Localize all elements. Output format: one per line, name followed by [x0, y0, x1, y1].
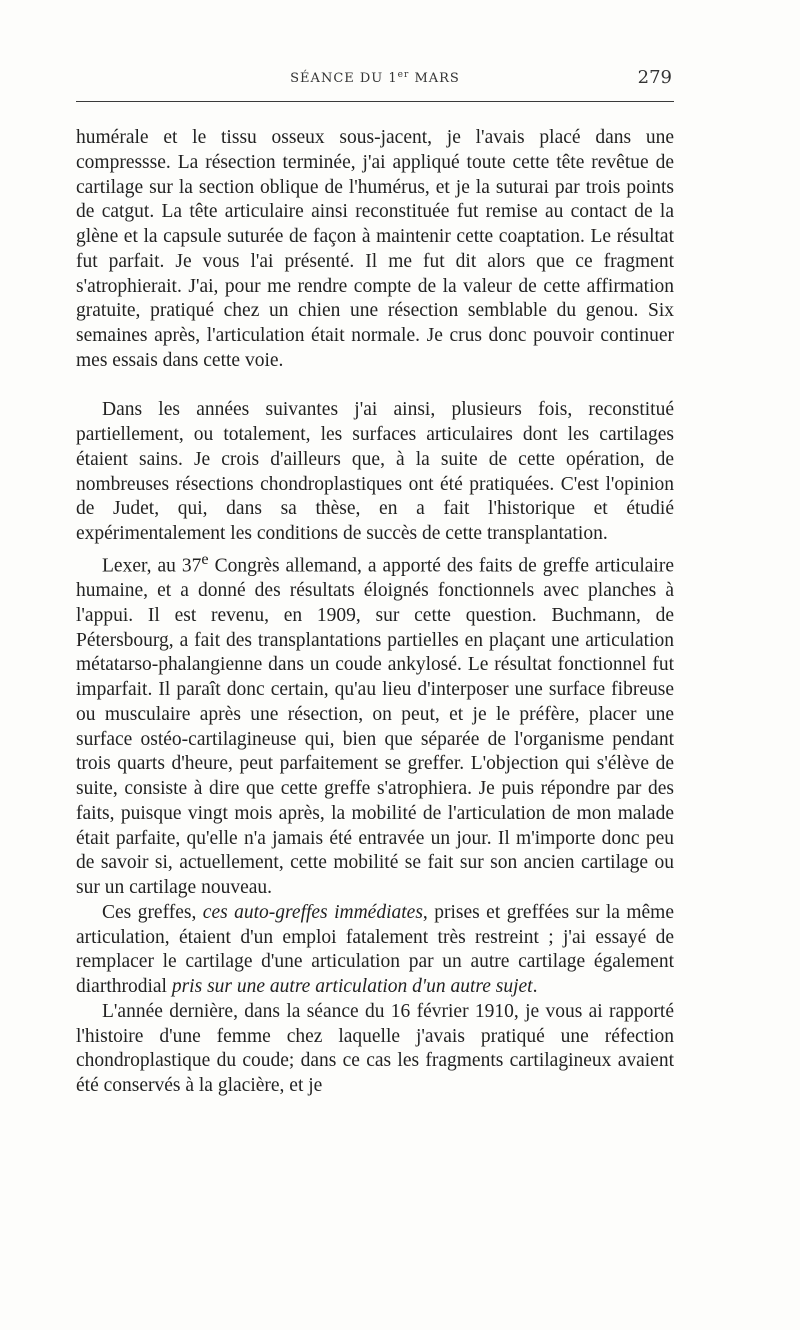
paragraph-1: humérale et le tissu osseux sous-jacent, je l'avais placé dans une compressse. La résection terminée, j'ai appliqué toute cette tête revêtue de cartilage sur la section oblique de l'humérus, et je la suturai par trois points de catgut. La tête articulaire ainsi reconstituée fut remise au contact de la glène et la capsule suturée de façon à maintenir cette coaptation. Le résultat fut parfait. Je vous l'ai présenté. Il me fut dit alors que ce fragment s'atrophierait. J'ai, pour me rendre compte de la valeur de cette affirmation gratuite, pratiqué chez un chien une résection semblable du genou. Six semaines après, l'articulation était normale. Je crus donc pouvoir continuer mes essais dans cette voie. — [76, 127, 674, 371]
paragraph-4 — [76, 901, 674, 1000]
italic-phrase-1: ces auto-greffes immédiates — [202, 901, 423, 923]
italic-phrase-2: pris sur une autre articulation d'un autre sujet — [171, 976, 533, 997]
paragraph-4-end: . — [532, 976, 538, 997]
running-head-left: SÉANCE DU 1 — [290, 71, 398, 86]
paragraph-3-rest: Congrès allemand, a apporté des faits de greffe articulaire humaine, et a donné des résultats éloignés fonctionnels avec planches à l'appui. Il est revenu, en 1909, sur cette question. Buchmann, de Pétersbourg, a fait des transplantations partielles en plaçant une articulation métatarso-phalangienne dans un coude ankylosé. Le résultat fonctionnel fut imparfait. Il paraît donc certain, qu'au lieu d'interposer une surface fibreuse ou musculaire après une résection, on peut, et je le préfère, placer une surface ostéo-cartilagineuse qui, bien que séparée de l'organisme pendant trois quarts d'heure, peut parfaitement se greffer. L'objection qui s'élève de suite, consiste à dire que cette greffe s'atrophiera. Je puis répondre par des faits, puisque vingt mois après, la mobilité de l'articulation de mon malade était parfaite, qu'elle n'a jamais été entravée un jour. Il m'importe donc peu de savoir si, actuellement, cette mobilité se fait sur son ancien cartilage ou sur un cartilage nouveau. — [76, 555, 674, 898]
page-header — [78, 67, 672, 96]
paragraph-4-start: Ces greffes, — [102, 901, 203, 923]
paragraph-4-middle: , prises et greffées sur la même articulation, étaient d'un emploi fatalement très restreint ; j'ai essayé de remplacer le cartilage d'une articulation par un autre cartilage également diarthrodial — [76, 901, 674, 997]
paragraph-2: Dans les années suivantes j'ai ainsi, plusieurs fois, reconstitué partiellement, ou totalement, les surfaces articulaires dont les cartilages étaient sains. Je crois d'ailleurs que, à la suite de cette opération, de nombreuses résections chondroplastiques ont été pratiquées. C'est l'opinion de Judet, qui, dans sa thèse, en a fait l'historique et étudié expérimentalement les conditions de succès de cette transplantation. — [76, 399, 674, 544]
paragraph-3 — [76, 547, 674, 901]
paragraph-3-start: Lexer, au 37 — [102, 555, 202, 577]
running-head-sup: er — [397, 70, 410, 80]
running-head-right: MARS — [409, 71, 460, 86]
body-text — [76, 126, 674, 1099]
paragraph-5: L'année dernière, dans la séance du 16 février 1910, je vous ai rapporté l'histoire d'une femme chez laquelle j'avais pratiqué une réfection chondroplastique du coude; dans ce cas les fragments cartilagineux avaient été conservés à la glacière, et je — [76, 1000, 674, 1096]
running-head — [78, 70, 672, 86]
ordinal-suffix: e — [201, 549, 209, 568]
page-number: 279 — [637, 67, 672, 88]
header-rule — [76, 101, 674, 102]
